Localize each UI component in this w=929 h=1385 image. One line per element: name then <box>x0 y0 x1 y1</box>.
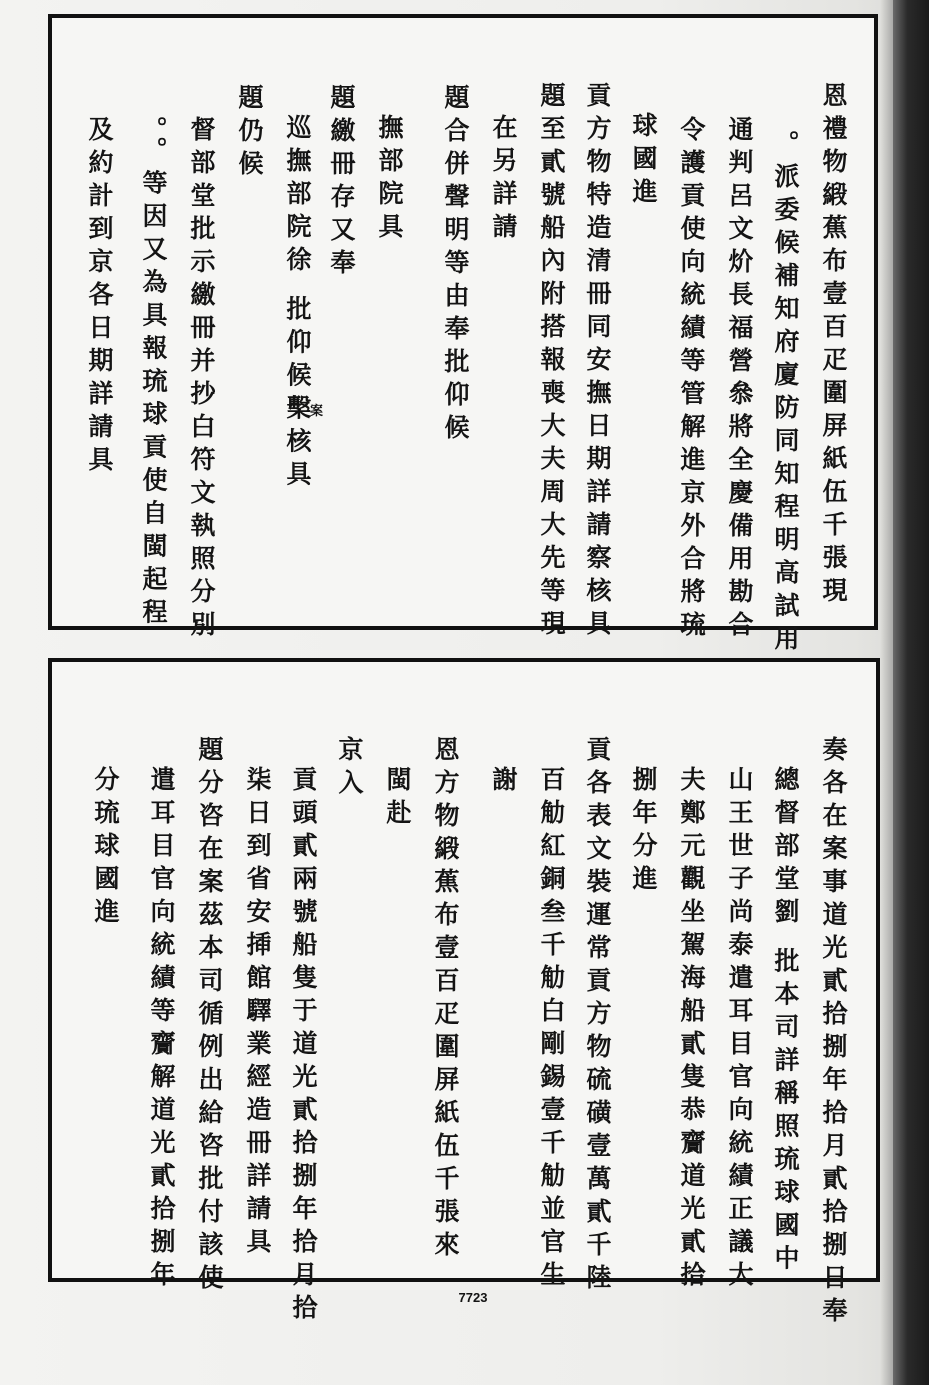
top-document-panel <box>48 14 878 658</box>
text-column: 遣耳目官向統績等齎解道光貳拾捌年 <box>147 766 176 1294</box>
text-column: 柒日到省安揷館驛業經造冊詳請具 <box>243 766 272 1261</box>
text-column: 恩方物緞蕉布壹百疋圍屏紙伍千張來 <box>431 736 460 1264</box>
text-column: 及約計到京各日期詳請具 <box>85 116 114 479</box>
text-column: 京入 <box>335 736 364 802</box>
text-column: 恩禮物緞蕉布壹百疋圍屏紙伍千張現 <box>819 82 848 610</box>
text-column: 貢各表文裝運常貢方物硫磺壹萬貳千陸 <box>583 736 612 1297</box>
text-column: 奏各在案事道光貳拾捌年拾月貳拾捌日奉 <box>819 736 848 1330</box>
text-column: 題合併聲明等由奉批仰候 <box>441 84 470 447</box>
text-column: 題至貳號船內附搭報喪大夫周大先等現 <box>537 82 566 643</box>
text-column: 百觔紅銅叁千觔白剛錫壹千觔並官生 <box>537 766 566 1294</box>
text-column: 題繳冊存又奉 <box>327 84 356 282</box>
text-column: 閩赴 <box>383 766 412 832</box>
page-number: 7723 <box>458 1290 488 1305</box>
text-column: 貢方物特造清冊同安撫日期詳請察核具 <box>583 82 612 643</box>
text-column: 球國進 <box>629 112 658 211</box>
text-column: 。派委候補知府廈防同知程明高試用 <box>771 130 800 658</box>
text-column: 山王世子尚泰遣耳目官向統績正議大 <box>725 766 754 1294</box>
text-column: 在另詳請 <box>489 114 518 246</box>
book-spine <box>893 0 929 1385</box>
marginal-annotation: 案 <box>310 404 324 419</box>
text-column: 捌年分進 <box>629 766 658 898</box>
text-column: 。。等因又為具報琉球貢使自閩起程 <box>139 116 168 632</box>
text-column: 題仍候 <box>235 84 264 183</box>
text-column: 巡撫部院徐 批仰候檕核具 <box>283 114 312 494</box>
text-column: 總督部堂劉 批本司詳稱照琉球國中 <box>771 766 800 1278</box>
text-column: 督部堂批示繳冊并抄白符文執照分別 <box>187 116 216 644</box>
text-column: 分琉球國進 <box>91 766 120 931</box>
text-column: 令護貢使向統績等管解進京外合將琉 <box>677 116 706 644</box>
text-column: 題分咨在案茲本司循例出給咨批付該使 <box>195 736 224 1297</box>
text-column: 撫部院具 <box>375 114 404 246</box>
text-column: 通判呂文炌長福營叅將全慶備用勘合 <box>725 116 754 644</box>
text-column: 謝 <box>489 766 518 799</box>
text-column: 夫鄭元觀坐駕海船貳隻恭齎道光貳拾 <box>677 766 706 1294</box>
text-column: 貢頭貳兩號船隻于道光貳拾捌年拾月拾 <box>289 766 318 1327</box>
spine-shadow <box>880 0 894 1385</box>
